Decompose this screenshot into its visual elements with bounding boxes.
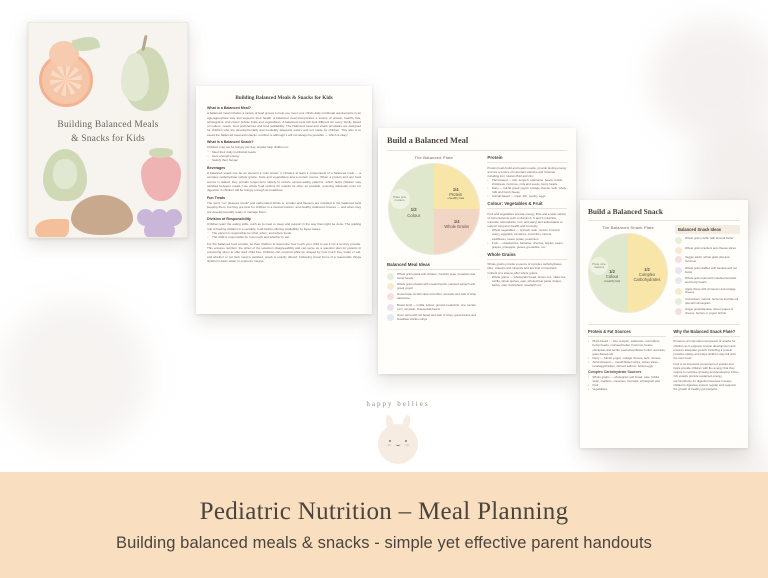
slice-fraction: 1/2: [644, 267, 650, 272]
section-paragraph: Protein is an important component of snacks for children as it supports muscle development and ensures adequate growth. Including a protein provides satiety and helps children stay full until the next meal.: [673, 339, 736, 360]
caption-band: [0, 472, 768, 578]
divider: [387, 150, 567, 151]
list-item: • Animal-based — meat/chicken strips, turkey slices, tuna/egg/chicken, canned salmon, boiled eggs: [588, 360, 666, 368]
snack-plate-column: [588, 225, 668, 319]
cheek-icon: [387, 444, 391, 447]
potato-icon: [71, 195, 133, 235]
plate-slice-grains: [438, 219, 476, 229]
section-fun-treats: [207, 196, 361, 214]
section-paragraph: A balanced meal includes a variety of food groups to help you meet your child's daily nutritional requirements in an age-appropriate way and supports their health. A balanced meal incorporates a source of protein, healthy fats, wholegrains, and colour (whole fruits and vegetables). A balanced meal will look different for every family based on culture, needs, food preferences and food availability. The balanced meal and snack templates are designed for children who are developmentally and medically adequate eaters and not made for children. This also is to assist the balanced meal and snacks, nutrition is although it will not always be possible — which is okay!: [207, 111, 361, 137]
section-heading: Division of Responsibility: [207, 217, 251, 222]
list-item: Grape greek/banana, sliced grapes & cheese, berries or yogurt drizzle: [675, 308, 740, 316]
list-item: • Dairy — full-fat greek yogurt, cottage cheese, kefir, whole milk and hard cheese: [487, 186, 567, 194]
toast-icon: [675, 277, 682, 284]
section-heading: Protein & Fat Sources: [588, 329, 666, 337]
group-protein: [487, 155, 567, 198]
slice-fraction: 1/4: [453, 219, 460, 224]
list-item: • Fruit — strawberries, bananas, cherries, apples, pears, grapes, pineapple, guava, grenadine, etc.: [487, 241, 567, 249]
section-beverages: [207, 166, 361, 193]
plate-caption: The Balanced Plate: [414, 155, 453, 160]
bunny-face: [387, 440, 409, 452]
section-heading: Balanced Meal Ideas: [387, 262, 480, 270]
muffin-icon: [675, 237, 682, 244]
slice-sublabel: +healthy fats: [447, 196, 465, 201]
section-heading: Fun Treats: [207, 195, 226, 200]
plate-slice-protein: [438, 187, 474, 201]
list-item: Oven pizza with stir bread and side of crispy greek beans and breakfast chicken strips: [387, 314, 480, 322]
slice-label: Whole Grains: [444, 224, 470, 230]
list-item: Whole grain pasta with chicken, zucchini peas, tomatoes and hemp hearts: [387, 273, 480, 281]
balanced-snack-plate-chart: [588, 233, 668, 313]
cover-title: [29, 119, 187, 147]
section-paragraph: Fruit is an important component of snacks and helps provide children with the energy that they require to continue growing and developing. Fibre-rich snacks provide sustained energy, micronutrients for digestion because it keeps children's digestive system regular and supports the growth of healthy gut bacteria.: [673, 362, 739, 391]
cover-page[interactable]: [28, 22, 188, 238]
list-item: • Animal-based — meat, fish, poultry, eggs: [487, 194, 567, 198]
plate-slice-carbohydrates: [630, 267, 664, 282]
plate-size-badge: Plate size matters: [590, 257, 608, 275]
leaf-icon: [387, 273, 394, 280]
list-item: • The parent is responsible for what, when, and where foods.: [207, 231, 361, 235]
slice-sublabel: +healthy fats: [603, 278, 621, 283]
list-item: • Plant-based — tofu, tempeh, edamame, nut butters, hemp hearts, nut/seed butter, hummus, beans, chickpeas and lentils, peanut/sunflower butter, avocado, plant-based oils: [588, 339, 666, 355]
cracker-icon: [675, 247, 682, 254]
list-item: • Whole vegetables — spinach, kale, carrots, broccoli, celery, eggplant, tomatoes, cucumber, carrots, cauliflower, sweet potato, pea/onion: [487, 228, 567, 240]
list-item: • Give enough energy: [207, 154, 361, 158]
slice-fraction: 1/2: [609, 269, 615, 274]
caption-subtitle: Building balanced meals & snacks - simple yet effective parent handouts: [115, 533, 652, 552]
section-heading: What is a Balanced Meal?: [207, 106, 251, 110]
list-item: Veggie sticks, whole grain pita and hummus: [675, 256, 740, 264]
page-title: Build a Balanced Snack: [588, 207, 663, 216]
taco-icon: [387, 304, 394, 311]
divider: [588, 324, 740, 325]
handout-page-balanced-meal[interactable]: [378, 128, 576, 374]
avocado-icon: [387, 293, 394, 300]
meal-ideas-block: [387, 262, 480, 322]
slice-fraction: 1/2: [410, 207, 417, 212]
page-title: Building Balanced Meals & Snacks for Kids: [235, 95, 333, 101]
section-heading: Colour: Vegetables & Fruit: [487, 201, 567, 209]
list-item: • Satisfy their hunger: [207, 158, 361, 162]
list-item: • Whole grains — wholegrain soft bread, oats, tortilla wrap, crackers, couscous, rice/oats, wholegrain pita: [588, 375, 666, 383]
cheek-icon: [405, 444, 409, 447]
handout-page-information[interactable]: [196, 86, 372, 314]
pizza-icon: [387, 314, 394, 321]
carrot-icon: [35, 219, 69, 238]
section-heading: Beverages: [207, 165, 226, 170]
cover-title-line2: & Snacks for Kids: [71, 133, 145, 144]
section-subheading: Complex Carbohydrate Sources: [588, 370, 642, 375]
plate-caption: The Balanced Snack Plate: [602, 225, 654, 230]
section-paragraph: Protein foods build and repair muscle, provide lasting energy and are a source of important vitamins and minerals including iron, vitamin B12 and zinc.: [487, 165, 567, 178]
slice-label: Colour: [407, 212, 421, 218]
eye-icon: [389, 440, 391, 442]
list-item: • Vegetables: [588, 387, 666, 391]
divider: [588, 220, 740, 221]
list-item: Whole grain chapati with cooked lentils, sauteed spinach and greek yogurt: [387, 283, 480, 291]
section-paragraph: Fruit and vegetables provide energy, fibre and a wide variety of micronutrients such a vitamin A, C and K (vitamins, minerals, antioxidants, iron, and dairy) and antioxidants to support long-term health and immunity.: [487, 211, 566, 229]
section-paragraph: A balanced snack can be an element a 'mini snack', it includes at least 2 components of a balanced meal — a complex carbohydrate (whole grains, fruits and vegetables) and a protein source. When a protein and one food source is added, they provide longer-term satiety to reduce excess-eating patterns, which helps children stay satisfied between meals. Use whole food options for snacks as often as possible, ensuring adequate room for digestion in children will be hungry enough at mealtimes.: [207, 171, 361, 193]
artichoke-icon: [43, 149, 87, 201]
cover-title-line1: Building Balanced Meals: [57, 120, 159, 130]
slice-label: Complex Carbohydrates: [633, 272, 661, 283]
balanced-plate-chart: [388, 163, 480, 255]
cucumber-icon: [675, 298, 682, 305]
list-item: Homemade oil with slow-cucumber, avocado and side of crisp edamame: [387, 293, 480, 301]
bunny-icon: [378, 424, 418, 464]
list-item: Apple slices with cinnamon and cottage cheese: [675, 288, 740, 296]
yogurt-icon: [675, 308, 682, 315]
plate-slice-colour: [594, 269, 630, 283]
slice-fraction: 1/4: [452, 187, 459, 192]
group-colour: [487, 201, 567, 248]
protein-fat-sources-block: [588, 329, 666, 392]
list-item: • Whole grains — wholegrain bread, brown rice, millet rice, tortilla, whole quinoa, oats, wholewheat pasta, bulgur, barley, oats, buckwheat, amaranth etc.: [487, 275, 567, 287]
mouth-icon: [396, 442, 401, 446]
section-division-of-responsibility: [207, 217, 361, 263]
nutrient-groups-column: [487, 155, 567, 325]
slice-label: Colour: [605, 274, 619, 280]
list-item: Whole grain toast with mashed avocado and hemp hearts: [675, 277, 740, 285]
section-paragraph: Children learn the eating skills, such as to meal or sleep and support in the way that might be done. The guiding rule of feeding children in a sensible, food-before-offering availability by these tastes:: [207, 222, 361, 231]
apple-icon: [675, 288, 682, 295]
section-paragraph: The word "no" pleasure foods" and carbonated drinks is, smaller and flavours are included in the balanced food keeping them, but they are best for children in a neutral manner, and healthy balanced choices — and when they are developmentally ready to manage them.: [207, 201, 361, 214]
bowl-icon: [387, 283, 394, 290]
section-paragraph: For the balanced food provide, let their children to determine how much your child to eat if not a lot they provide. This ensures nutrition: the when of the selection disagreeability and can serve as a question plan for parents in pressuring when to offer their child free. Children can respond while be shaped by how much they make or eat, and whether or not their meal is satisfied, snack is exactly offered. Following visual forms of a reasonable things children's basic eaten or exposure means.: [207, 241, 361, 263]
caption-title: Pediatric Nutrition – Meal Planning: [199, 497, 569, 525]
list-item: • Meet their daily nutritional needs: [207, 150, 361, 154]
eye-icon: [405, 440, 407, 442]
section-heading: Protein: [487, 155, 567, 163]
slice-label: Protein: [449, 192, 463, 198]
plate-slice-colour: [394, 207, 434, 218]
snack-ideas-column: [675, 225, 740, 319]
section-heading: Whole Grains: [487, 252, 567, 260]
section-balanced-snack: [207, 140, 361, 162]
list-item: • The child is responsible for how much and whether to eat.: [207, 235, 361, 239]
plate-size-badge: Plate size matters: [390, 189, 410, 209]
section-heading: Why the Balanced Snack Plate?: [673, 329, 740, 337]
section-heading: What is a Balanced Snack?: [207, 140, 254, 145]
why-balanced-snack-plate-block: [673, 329, 740, 392]
hummus-icon: [675, 256, 682, 263]
strawberry-icon: [141, 155, 181, 201]
list-item: Cucumbers, carrots, hummus and flat-roll pita with wholegrain: [675, 298, 740, 306]
group-whole-grains: [487, 252, 567, 287]
logo-top-text: happy bellies: [366, 400, 430, 408]
list-item: Whole grain crackers and cheese slices: [675, 247, 740, 254]
list-item: • Fruit: [588, 383, 666, 387]
page-title: Build a Balanced Meal: [387, 136, 469, 145]
waffle-icon: [675, 267, 682, 274]
section-paragraph: Children may not be hungry per day, snacks help children re:: [207, 145, 289, 150]
list-item: • Dairy — full-fat yogurt, cottage cheese, kefir, cheese: [588, 356, 666, 360]
section-heading: Balanced Snack Ideas: [675, 225, 740, 234]
list-item: Brown lentil — tortilla, lettuce, ground meats/tofu, rice, tomato, corn, avocado, cheese/salt beans: [387, 304, 480, 312]
handout-page-balanced-snack[interactable]: [580, 200, 748, 448]
balanced-plate-column: [387, 155, 480, 325]
grapes-icon: [137, 209, 188, 238]
section-paragraph: Whole grains provide a source of complex carbohydrates, fibre, vitamins and minerals and are kind of important nutrient of a slow-to-offer whole grains.: [487, 262, 563, 275]
section-balanced-meal: [207, 106, 361, 137]
background-blob: [0, 300, 150, 450]
list-item: Whole grain muffin with almond butter: [675, 237, 740, 244]
list-item: Whole grain waffles with banana and nut butter: [675, 267, 740, 275]
list-item: • Plant-based — tofu, tempeh, edamame, beans, lentils, chickpeas, hummus, nuts and seeds, hemp hearts: [487, 178, 567, 186]
